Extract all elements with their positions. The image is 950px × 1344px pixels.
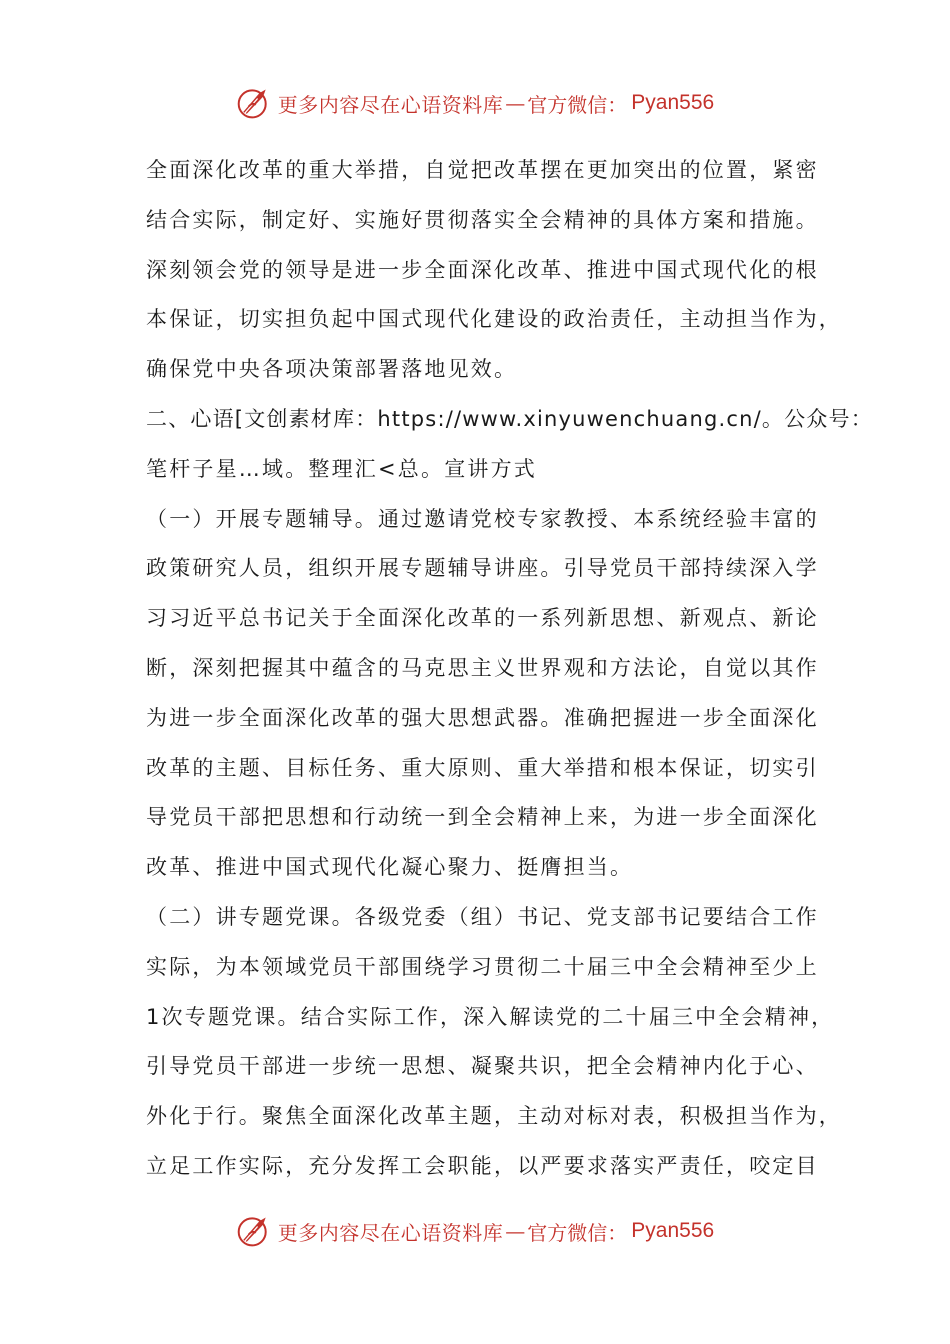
body-line: 深刻领会党的领导是进一步全面深化改革、推进中国式现代化的根 xyxy=(146,257,819,282)
body-line: 政策研究人员，组织开展专题辅导讲座。引导党员干部持续深入学 xyxy=(146,556,819,581)
document-body xyxy=(146,146,873,1192)
body-line: 全面深化改革的重大举措，自觉把改革摆在更加突出的位置，紧密 xyxy=(146,158,819,182)
body-line: 确保党中央各项决策部署落地见效。 xyxy=(146,357,518,382)
banner-wechat-label: 官方微信： xyxy=(527,1220,628,1245)
body-line: 外化于行。聚焦全面深化改革主题，主动对标对表，积极担当作为， xyxy=(146,1104,842,1129)
body-line: 二、心语[文创素材库：https://www.xinyuwenchuang.cn/。公众号： xyxy=(146,406,873,431)
footer-banner xyxy=(0,1206,950,1256)
body-line: （二）讲专题党课。各级党委（组）书记、党支部书记要结合工作 xyxy=(146,904,819,929)
quill-pen-logo-icon xyxy=(236,1213,272,1249)
banner-dash: — xyxy=(505,91,526,115)
body-line: 引导党员干部进一步统一思想、凝聚共识，把全会精神内化于心、 xyxy=(146,1054,819,1079)
banner-wechat-id: Pyan556 xyxy=(631,91,715,114)
banner-text: 更多内容尽在心语资料库 xyxy=(277,92,504,117)
body-line: （一）开展专题辅导。通过邀请党校专家教授、本系统经验丰富的 xyxy=(146,506,819,531)
body-line: 断，深刻把握其中蕴含的马克思主义世界观和方法论，自觉以其作 xyxy=(146,655,819,680)
body-line: 习习近平总书记关于全面深化改革的一系列新思想、新观点、新论 xyxy=(146,606,819,631)
header-banner xyxy=(0,78,950,128)
banner-wechat-id: Pyan556 xyxy=(631,1219,715,1242)
body-line: 结合实际，制定好、实施好贯彻落实全会精神的具体方案和措施。 xyxy=(146,207,819,232)
body-line: 实际，为本领域党员干部围绕学习贯彻二十届三中全会精神至少上 xyxy=(146,954,819,979)
quill-pen-logo-icon xyxy=(236,85,272,121)
body-line: 笔杆子星…域。整理汇<总。宣讲方式 xyxy=(146,456,537,481)
body-line: 改革的主题、目标任务、重大原则、重大举措和根本保证，切实引 xyxy=(146,755,819,780)
body-line: 立足工作实际，充分发挥工会职能，以严要求落实严责任，咬定目 xyxy=(146,1153,819,1178)
banner-dash: — xyxy=(505,1219,526,1243)
banner-wechat-label: 官方微信： xyxy=(527,92,628,117)
banner-text: 更多内容尽在心语资料库 xyxy=(277,1220,504,1245)
body-line: 本保证，切实担负起中国式现代化建设的政治责任，主动担当作为， xyxy=(146,307,842,332)
body-line: 1次专题党课。结合实际工作，深入解读党的二十届三中全会精神， xyxy=(146,1004,835,1029)
body-line: 导党员干部把思想和行动统一到全会精神上来，为进一步全面深化 xyxy=(146,805,819,830)
body-line: 为进一步全面深化改革的强大思想武器。准确把握进一步全面深化 xyxy=(146,705,819,730)
body-line: 改革、推进中国式现代化凝心聚力、挺膺担当。 xyxy=(146,855,634,880)
